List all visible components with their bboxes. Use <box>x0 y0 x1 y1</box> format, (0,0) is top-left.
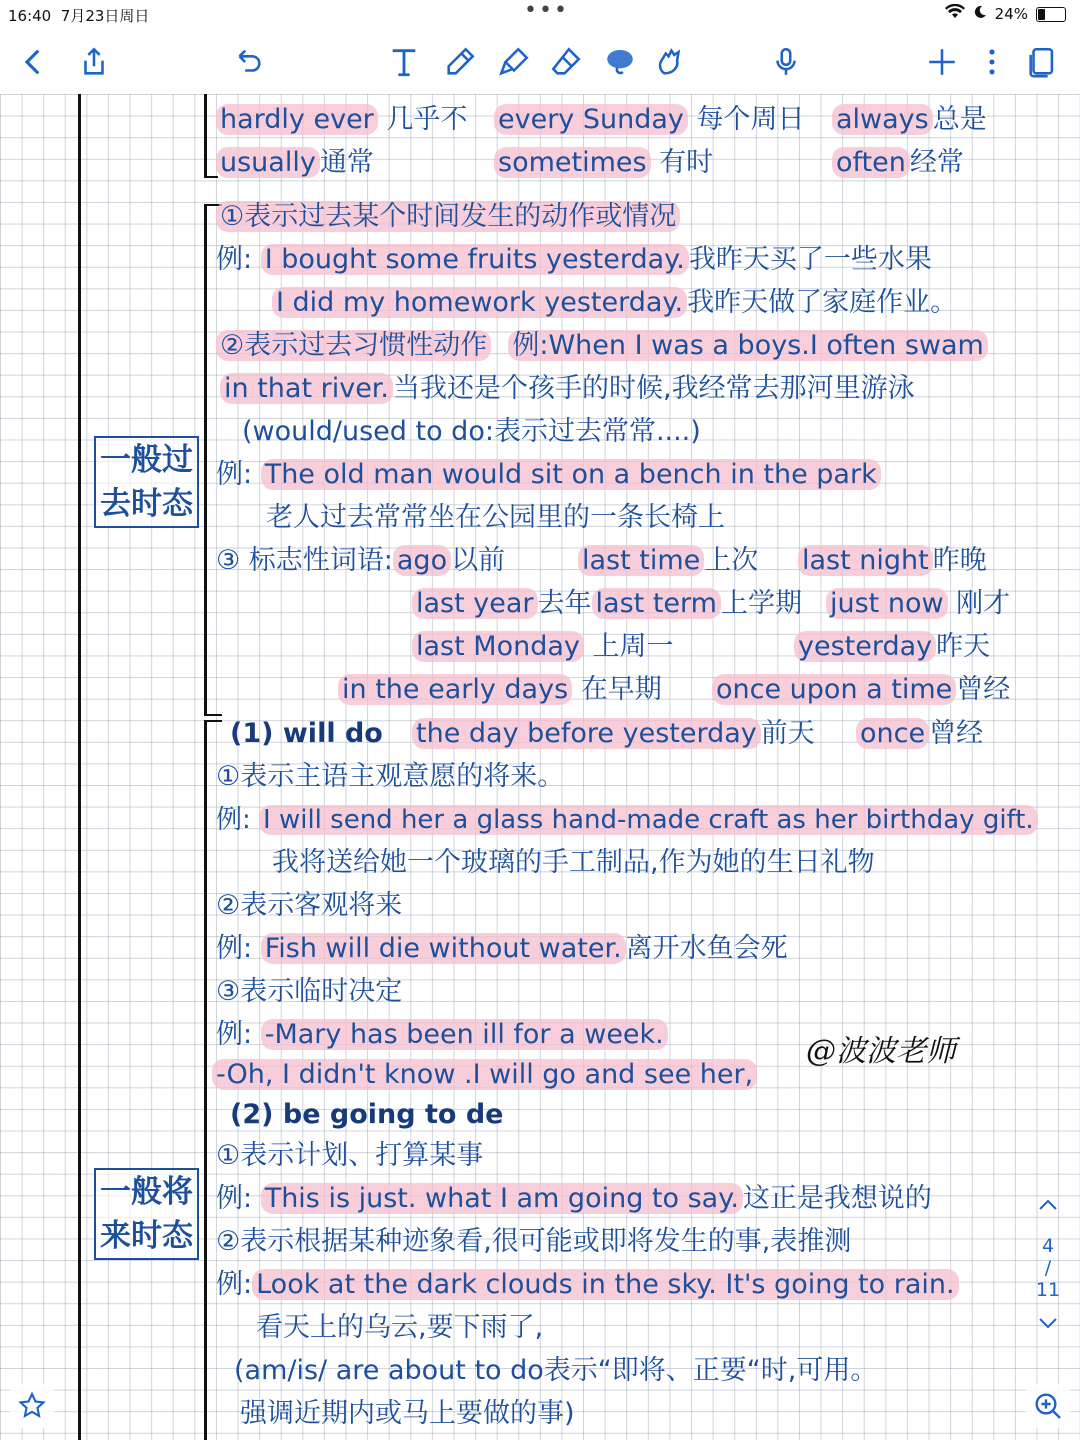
note-line: 老人过去常常坐在公园里的一条长椅上 <box>266 502 725 533</box>
undo-icon[interactable] <box>228 42 268 82</box>
page-separator: / <box>1044 1257 1052 1279</box>
status-right <box>945 4 1066 24</box>
shape-tool-icon[interactable] <box>650 42 690 82</box>
note-line: last Monday 上周一 <box>412 630 673 664</box>
more-icon[interactable] <box>972 42 1012 82</box>
note-line: last time 上次 <box>578 544 758 578</box>
topic-simple-future: 一般将 来时态 <box>94 1168 199 1260</box>
topic-simple-past: 一般过 去时态 <box>94 436 199 528</box>
toolbar <box>0 30 1080 94</box>
note-line: 例: -Mary has been ill for a week. <box>216 1018 668 1052</box>
note-line: sometimes 有时 <box>494 146 713 180</box>
note-line: -Oh, I didn't know .I will go and see her, <box>212 1058 757 1092</box>
note-line: 我将送给她一个玻璃的手工制品,作为她的生日礼物 <box>272 847 875 878</box>
note-line: 例: I bought some fruits yesterday. 我昨天买了一些水果 <box>216 244 932 275</box>
note-line: usually 通常 <box>216 146 374 180</box>
page-current: 4 <box>1041 1235 1055 1257</box>
pen-tool-icon[interactable] <box>440 42 480 82</box>
multitask-dots-icon[interactable]: ••• <box>524 0 569 23</box>
note-line: (would/used to do:表示过去常常....) <box>242 416 701 447</box>
status-bar <box>0 0 1080 28</box>
bracket-line-past <box>204 204 207 716</box>
note-line: ②表示客观将来 <box>216 890 403 921</box>
note-line: always 总是 <box>832 103 987 137</box>
battery-icon <box>1036 7 1066 22</box>
page-down-chevron-icon[interactable] <box>1028 1313 1068 1335</box>
note-line: 例: Fish will die without water. 离开水鱼会死 <box>216 933 788 964</box>
page-indicator[interactable] <box>1028 1195 1068 1335</box>
note-line: I did my homework yesterday. 我昨天做了家庭作业。 <box>272 286 957 320</box>
bracket-line-top <box>204 94 207 178</box>
eraser-tool-icon[interactable] <box>546 42 586 82</box>
note-line: 强调近期内或马上要做的事) <box>240 1398 575 1429</box>
moon-icon <box>973 5 987 23</box>
note-line: ③ 标志性词语: ago 以前 <box>216 545 506 576</box>
add-icon[interactable] <box>922 42 962 82</box>
note-line: often 经常 <box>832 146 964 180</box>
note-line: the day before yesterday 前天 <box>412 717 815 751</box>
note-line: ①表示计划、打算某事 <box>216 1140 484 1171</box>
note-canvas[interactable] <box>0 94 1080 1440</box>
note-line: ①表示过去某个时间发生的动作或情况 <box>216 200 680 234</box>
lasso-tool-icon[interactable] <box>600 42 640 82</box>
bracket-line-future <box>204 720 207 1440</box>
note-line: 例: Look at the dark clouds in the sky. It's going to rain. <box>216 1268 959 1302</box>
note-line: yesterday 昨天 <box>794 630 990 664</box>
highlighter-tool-icon[interactable] <box>494 42 534 82</box>
text-tool-icon[interactable] <box>384 42 424 82</box>
wifi-icon <box>945 4 965 24</box>
microphone-icon[interactable] <box>766 42 806 82</box>
note-line: (1) will do <box>230 718 383 749</box>
note-line: ①表示主语主观意愿的将来。 <box>216 761 565 792</box>
note-line: 例: This is just. what I am going to say. 这正是我想说的 <box>216 1183 932 1214</box>
note-line: just now 刚才 <box>826 587 1010 621</box>
note-line: in the early days 在早期 <box>338 673 662 707</box>
note-line: in that river. 当我还是个孩手的时候,我经常去那河里游泳 <box>220 372 915 406</box>
bracket-end-past <box>204 714 222 716</box>
pages-icon[interactable] <box>1022 42 1062 82</box>
note-line: last year 去年 last term 上学期 <box>412 587 802 621</box>
back-chevron-icon[interactable] <box>14 42 54 82</box>
note-line: ③表示临时决定 <box>216 976 403 1007</box>
bracket-start-future <box>204 720 222 722</box>
note-line: (am/is/ are about to do表示“即将、正要“时,可用。 <box>234 1355 878 1386</box>
note-line: hardly ever 几乎不 <box>216 103 467 137</box>
note-line: every Sunday 每个周日 <box>494 103 804 137</box>
zoom-in-icon[interactable] <box>1026 1384 1070 1428</box>
share-icon[interactable] <box>74 42 114 82</box>
page-total: 11 <box>1035 1279 1061 1301</box>
note-line: 看天上的乌云,要下雨了, <box>256 1312 544 1343</box>
page-up-chevron-icon[interactable] <box>1028 1195 1068 1217</box>
left-margin-line <box>78 94 81 1440</box>
note-line: once 曾经 <box>856 717 983 751</box>
note-line: 例: I will send her a glass hand-made craft as her birthday gift. <box>216 803 1038 837</box>
favorite-star-icon[interactable] <box>10 1384 54 1428</box>
signature: @波波老师 <box>806 1034 956 1069</box>
note-line: once upon a time 曾经 <box>712 673 1010 707</box>
note-line: last night 昨晚 <box>798 544 987 578</box>
note-line: 例: The old man would sit on a bench in the park <box>216 458 881 492</box>
battery-percent: 24% <box>994 5 1028 23</box>
status-time: 16:40 7月23日周日 <box>8 7 150 25</box>
note-line: ②表示过去习惯性动作 例:When I was a boys.I often swam <box>216 329 988 363</box>
note-line: (2) be going to de <box>230 1099 504 1130</box>
note-line: ②表示根据某种迹象看,很可能或即将发生的事,表推测 <box>216 1226 852 1257</box>
